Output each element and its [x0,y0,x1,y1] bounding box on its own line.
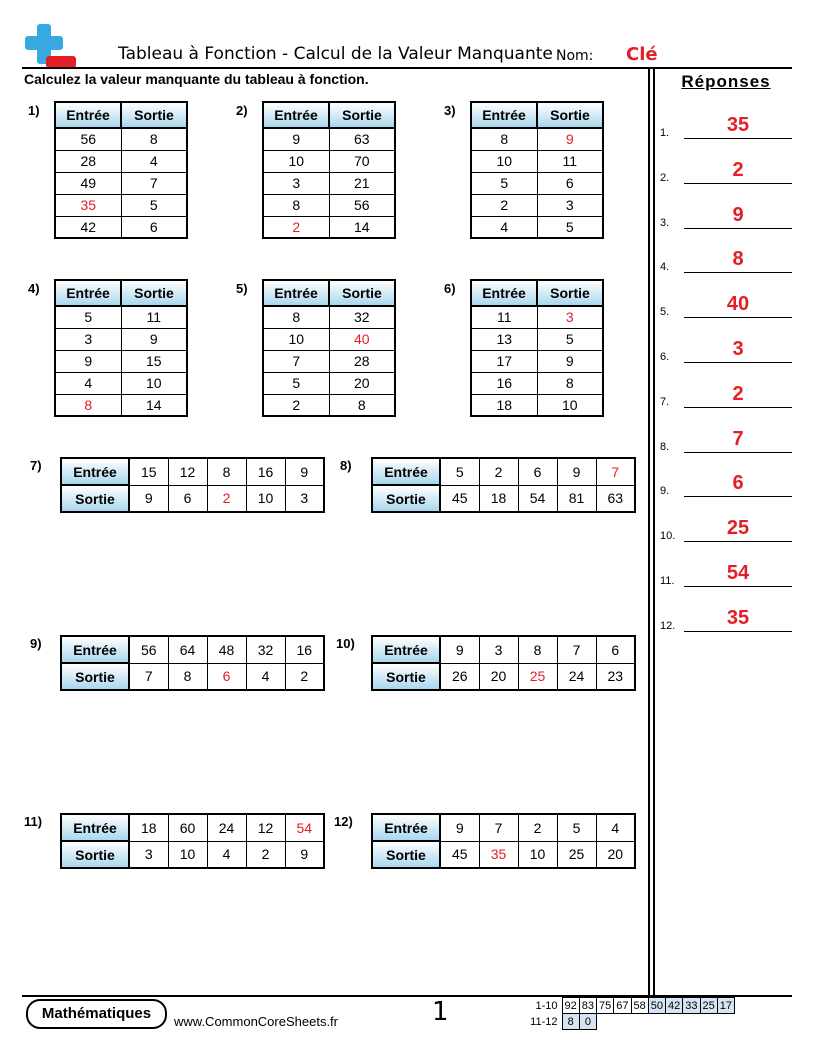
input-cell: 9 [557,458,596,485]
input-cell: 5 [263,372,329,394]
score-table [522,997,735,1030]
input-row [61,636,324,663]
output-cell: 5 [537,328,603,350]
function-table [60,457,325,513]
table-row [55,216,187,238]
problem-number: 8) [340,458,352,473]
problem-number: 12) [334,814,353,829]
output-cell: 10 [537,394,603,416]
table-header-row [55,102,187,128]
answer-value: 35 [726,606,750,629]
answer-line [684,541,792,542]
output-cell: 63 [596,485,635,512]
input-cell: 54 [285,814,324,841]
output-cell: 21 [329,172,395,194]
output-cell: 15 [121,350,187,372]
score-range-label: 11-12 [530,1015,558,1028]
function-table [470,101,604,239]
output-cell: 26 [440,663,479,690]
function-table [54,279,188,417]
input-header: Entrée [61,814,129,841]
table-row [263,172,395,194]
table-header-row [471,280,603,306]
score-cell: 25 [700,998,717,1014]
instructions: Calculez la valeur manquante du tableau à fonction. [24,71,369,87]
output-cell: 54 [518,485,557,512]
input-row [372,814,635,841]
table-row [471,372,603,394]
output-cell: 5 [537,216,603,238]
input-cell: 5 [440,458,479,485]
output-cell: 18 [479,485,518,512]
input-cell: 8 [263,194,329,216]
output-cell: 8 [329,394,395,416]
input-cell: 5 [55,306,121,328]
answer-line [684,362,792,363]
output-cell: 25 [518,663,557,690]
answer-number: 10. [660,530,676,543]
input-cell: 10 [263,328,329,350]
problem-number: 2) [236,103,248,118]
table-row [263,216,395,238]
input-cell: 6 [518,458,557,485]
input-cell: 5 [557,814,596,841]
input-cell: 2 [518,814,557,841]
answer-number: 6. [660,351,670,363]
output-header: Sortie [121,280,187,306]
answer-value: 7 [732,427,744,450]
table-row [471,328,603,350]
input-cell: 2 [471,194,537,216]
output-cell: 3 [129,841,168,868]
output-row [372,663,635,690]
table-row [471,394,603,416]
site-url: www.CommonCoreSheets.fr [174,1014,338,1029]
input-cell: 8 [55,394,121,416]
output-header: Sortie [372,841,440,868]
input-cell: 32 [246,636,285,663]
answer-number: 7. [660,395,670,408]
input-cell: 10 [471,150,537,172]
output-cell: 3 [285,485,324,512]
output-cell: 7 [129,663,168,690]
output-cell: 20 [329,372,395,394]
problem-number: 9) [30,636,42,651]
input-cell: 12 [168,458,207,485]
function-table [262,101,396,239]
input-row [372,636,635,663]
output-header: Sortie [372,663,440,690]
output-cell: 32 [329,306,395,328]
answer-slot [660,557,792,587]
input-cell: 10 [263,150,329,172]
answer-line [684,407,792,408]
input-row [61,814,324,841]
output-cell: 81 [557,485,596,512]
input-cell: 16 [285,636,324,663]
input-cell: 56 [55,128,121,150]
output-cell: 3 [537,306,603,328]
input-header: Entrée [471,280,537,306]
table-header-row [471,102,603,128]
score-cell: 8 [562,1014,579,1030]
input-cell: 28 [55,150,121,172]
problem-number: 4) [28,281,40,296]
input-cell: 9 [440,814,479,841]
function-table [262,279,396,417]
answer-slot [660,467,792,497]
answer-number: 1. [660,127,670,139]
input-cell: 9 [440,636,479,663]
answer-number: 11. [660,575,675,587]
score-cell: 42 [666,998,683,1014]
input-cell: 7 [596,458,635,485]
input-cell: 3 [55,328,121,350]
table-row [55,150,187,172]
table-row [471,194,603,216]
output-cell: 14 [121,394,187,416]
answer-number: 3. [660,216,670,229]
input-cell: 12 [246,814,285,841]
table-row [263,328,395,350]
function-table [60,635,325,691]
score-cell: 75 [597,998,614,1014]
input-cell: 11 [471,306,537,328]
output-cell: 24 [557,663,596,690]
problem-number: 10) [336,636,355,651]
input-header: Entrée [372,458,440,485]
input-cell: 48 [207,636,246,663]
input-cell: 6 [596,636,635,663]
score-cell: 17 [717,998,734,1014]
output-cell: 6 [168,485,207,512]
output-cell: 4 [207,841,246,868]
problem-number: 3) [444,103,456,118]
input-cell: 15 [129,458,168,485]
input-header: Entrée [471,102,537,128]
output-cell: 10 [168,841,207,868]
answer-slot [660,243,792,273]
answer-value: 35 [726,114,750,136]
answer-number: 5. [660,306,670,319]
output-cell: 40 [329,328,395,350]
table-row [263,350,395,372]
problem-number: 1) [28,103,40,118]
score-cell: 92 [562,998,579,1014]
input-cell: 56 [129,636,168,663]
input-cell: 16 [471,372,537,394]
input-cell: 2 [263,216,329,238]
plus-minus-logo-icon [24,22,78,72]
answer-line [684,631,792,632]
input-cell: 2 [479,458,518,485]
output-cell: 6 [537,172,603,194]
output-cell: 9 [285,841,324,868]
input-cell: 4 [471,216,537,238]
output-header: Sortie [329,280,395,306]
input-cell: 9 [263,128,329,150]
table-header-row [55,280,187,306]
problem-number: 11) [24,814,43,829]
output-row [372,841,635,868]
output-header: Sortie [61,841,129,868]
score-range-label: 1-10 [535,999,558,1012]
answer-value: 9 [732,203,744,226]
output-cell: 45 [440,485,479,512]
answer-value: 3 [732,338,744,360]
input-cell: 49 [55,172,121,194]
output-cell: 20 [596,841,635,868]
output-cell: 28 [329,350,395,372]
answer-slot [660,333,792,363]
answer-line [684,138,792,139]
table-row [263,194,395,216]
output-row [372,485,635,512]
output-cell: 8 [168,663,207,690]
output-header: Sortie [537,280,603,306]
function-table [371,635,636,691]
answers-title: Réponses [681,72,771,91]
table-row [471,306,603,328]
answer-slot [660,154,792,184]
output-cell: 8 [537,372,603,394]
output-cell: 10 [121,372,187,394]
score-cell: 33 [683,998,700,1014]
output-cell: 45 [440,841,479,868]
output-cell: 9 [129,485,168,512]
output-cell: 4 [246,663,285,690]
problem-number: 5) [236,281,248,296]
score-cell: 0 [579,1014,596,1030]
output-cell: 8 [121,128,187,150]
input-row [61,458,324,485]
input-cell: 4 [596,814,635,841]
answer-value: 40 [726,293,750,316]
output-cell: 6 [121,216,187,238]
table-row [55,350,187,372]
table-row [55,172,187,194]
answer-line [684,228,792,229]
input-cell: 3 [263,172,329,194]
input-cell: 9 [55,350,121,372]
input-cell: 17 [471,350,537,372]
output-cell: 63 [329,128,395,150]
output-cell: 9 [537,128,603,150]
input-cell: 7 [479,814,518,841]
input-cell: 24 [207,814,246,841]
table-row [263,394,395,416]
answer-number: 4. [660,261,670,274]
input-cell: 42 [55,216,121,238]
output-header: Sortie [61,485,129,512]
function-table [60,813,325,869]
function-table [470,279,604,417]
table-row [263,306,395,328]
table-row [55,306,187,328]
answer-value: 2 [732,158,744,181]
answer-slot [660,109,792,139]
page-number: 1 [432,997,449,1027]
output-header: Sortie [372,485,440,512]
table-row [263,128,395,150]
input-cell: 8 [263,306,329,328]
table-row [471,128,603,150]
table-row [263,372,395,394]
input-cell: 3 [479,636,518,663]
answer-line [684,183,792,184]
input-cell: 35 [55,194,121,216]
input-header: Entrée [61,458,129,485]
input-cell: 8 [518,636,557,663]
function-table [371,813,636,869]
input-cell: 4 [55,372,121,394]
table-header-row [263,102,395,128]
name-value: Clé [626,44,658,65]
input-cell: 13 [471,328,537,350]
output-cell: 56 [329,194,395,216]
output-header: Sortie [61,663,129,690]
input-cell: 18 [129,814,168,841]
answer-line [684,586,792,587]
header-divider [22,67,792,69]
output-header: Sortie [537,102,603,128]
answer-slot [660,512,792,542]
problem-number: 6) [444,281,456,296]
answer-slot [660,199,792,229]
output-row [61,485,324,512]
answer-value: 6 [732,472,744,495]
input-row [372,458,635,485]
output-cell: 6 [207,663,246,690]
answer-value: 25 [726,517,750,540]
name-label: Nom: [556,48,594,64]
output-cell: 3 [537,194,603,216]
output-cell: 14 [329,216,395,238]
output-cell: 5 [121,194,187,216]
score-cell: 50 [648,998,665,1014]
input-cell: 8 [471,128,537,150]
table-row [55,394,187,416]
problem-number: 7) [30,458,42,473]
table-row [471,150,603,172]
output-cell: 70 [329,150,395,172]
table-row [471,350,603,372]
answer-line [684,496,792,497]
input-cell: 2 [263,394,329,416]
table-row [55,128,187,150]
input-header: Entrée [372,814,440,841]
output-row [61,663,324,690]
output-cell: 9 [537,350,603,372]
table-header-row [263,280,395,306]
input-cell: 8 [207,458,246,485]
output-cell: 2 [285,663,324,690]
answer-slot [660,423,792,453]
answer-value: 54 [726,562,750,584]
answer-slot [660,602,792,632]
answer-number: 2. [660,171,670,184]
table-row [263,150,395,172]
worksheet-title: Tableau à Fonction - Calcul de la Valeur Manquante [118,44,553,64]
answer-value: 8 [732,248,744,271]
input-header: Entrée [55,280,121,306]
table-row [471,216,603,238]
table-row [55,328,187,350]
answer-number: 12. [660,619,676,632]
function-table [371,457,636,513]
input-cell: 9 [285,458,324,485]
score-cell: 83 [579,998,596,1014]
answer-line [684,317,792,318]
table-row [55,194,187,216]
output-cell: 4 [121,150,187,172]
output-cell: 11 [121,306,187,328]
score-cell: 67 [614,998,631,1014]
answer-line [684,452,792,453]
answer-slot [660,288,792,318]
input-header: Entrée [372,636,440,663]
output-cell: 20 [479,663,518,690]
input-cell: 60 [168,814,207,841]
input-cell: 16 [246,458,285,485]
input-cell: 18 [471,394,537,416]
input-header: Entrée [55,102,121,128]
function-table [54,101,188,239]
score-row [522,998,735,1014]
input-header: Entrée [263,280,329,306]
answer-column-divider [653,69,655,997]
output-cell: 23 [596,663,635,690]
output-cell: 10 [246,485,285,512]
output-cell: 10 [518,841,557,868]
table-row [471,172,603,194]
input-header: Entrée [61,636,129,663]
output-cell: 25 [557,841,596,868]
answer-line [684,272,792,273]
input-cell: 7 [557,636,596,663]
table-row [55,372,187,394]
output-cell: 9 [121,328,187,350]
output-cell: 2 [207,485,246,512]
score-row [522,1014,735,1030]
input-cell: 64 [168,636,207,663]
answer-number: 9. [660,485,670,498]
input-header: Entrée [263,102,329,128]
score-cell: 58 [631,998,648,1014]
output-cell: 35 [479,841,518,868]
answer-slot [660,378,792,408]
output-cell: 7 [121,172,187,194]
output-header: Sortie [121,102,187,128]
output-row [61,841,324,868]
answer-number: 8. [660,440,670,453]
output-cell: 11 [537,150,603,172]
input-cell: 7 [263,350,329,372]
output-header: Sortie [329,102,395,128]
input-cell: 5 [471,172,537,194]
answer-value: 2 [732,382,744,405]
answer-column-divider [648,69,650,997]
subject-badge: Mathématiques [26,999,167,1029]
output-cell: 2 [246,841,285,868]
